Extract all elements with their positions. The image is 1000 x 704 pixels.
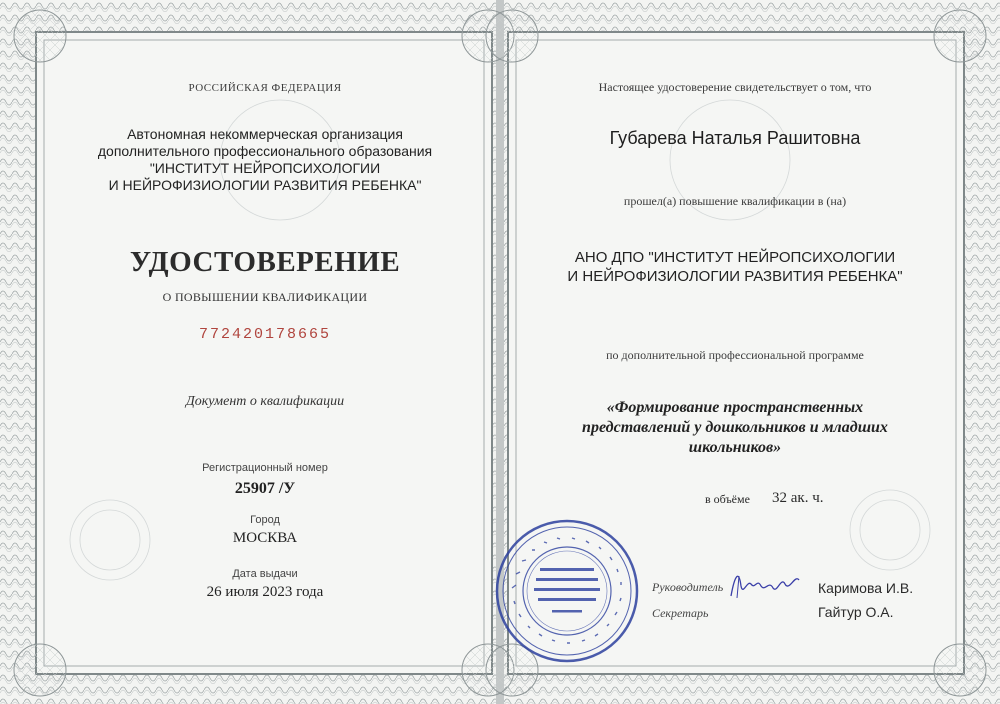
director-signature [725,566,805,602]
org-line-3: "ИНСТИТУТ НЕЙРОПСИХОЛОГИИ [149,160,381,176]
training-institute [530,248,940,286]
program-line-3: школьников» [688,439,782,456]
org-line-4: И НЕЙРОФИЗИОЛОГИИ РАЗВИТИЯ РЕБЕНКА" [108,177,422,193]
org-line-2: дополнительного профессионального образования [97,143,433,159]
registration-label: Регистрационный номер [202,462,328,474]
city-label: Город [250,514,280,526]
volume-value: 32 ак. ч. [772,490,824,506]
qualification-statement: прошел(а) повышение квалификации в (на) [623,194,847,208]
serial-number: 772420178665 [198,326,332,343]
program-intro: по дополнительной профессиональной программе [606,348,864,362]
issue-date: 26 июля 2023 года [206,584,324,600]
certificate-intro: Настоящее удостоверение свидетельствует о том, что [598,80,872,94]
recipient-name: Губарева Наталья Рашитовна [609,128,861,148]
secretary-label: Секретарь [652,606,709,620]
org-line-1: Автономная некоммерческая организация [127,126,403,142]
program-line-2: представлений у дошкольников и младших [582,419,888,436]
secretary-name: Гайтур О.А. [818,604,894,620]
volume-label: в объёме [705,492,750,506]
director-name: Каримова И.В. [818,580,914,596]
country-header: РОССИЙСКАЯ ФЕДЕРАЦИЯ [188,82,342,94]
document-type: Документ о квалификации [185,394,345,409]
city-value: МОСКВА [232,530,298,546]
issuing-organization [60,126,470,194]
organization-seal [492,516,642,666]
program-title [540,398,930,458]
director-label: Руководитель [652,580,724,594]
document-title: УДОСТОВЕРЕНИЕ [129,246,401,278]
program-line-1: «Формирование пространственных [606,399,864,416]
issue-date-label: Дата выдачи [232,568,298,580]
document-subtitle: О ПОВЫШЕНИИ КВАЛИФИКАЦИИ [162,290,368,304]
institute-line-1: АНО ДПО "ИНСТИТУТ НЕЙРОПСИХОЛОГИИ [574,249,896,266]
registration-number: 25907 /У [234,480,296,497]
institute-line-2: И НЕЙРОФИЗИОЛОГИИ РАЗВИТИЯ РЕБЕНКА" [567,268,903,285]
